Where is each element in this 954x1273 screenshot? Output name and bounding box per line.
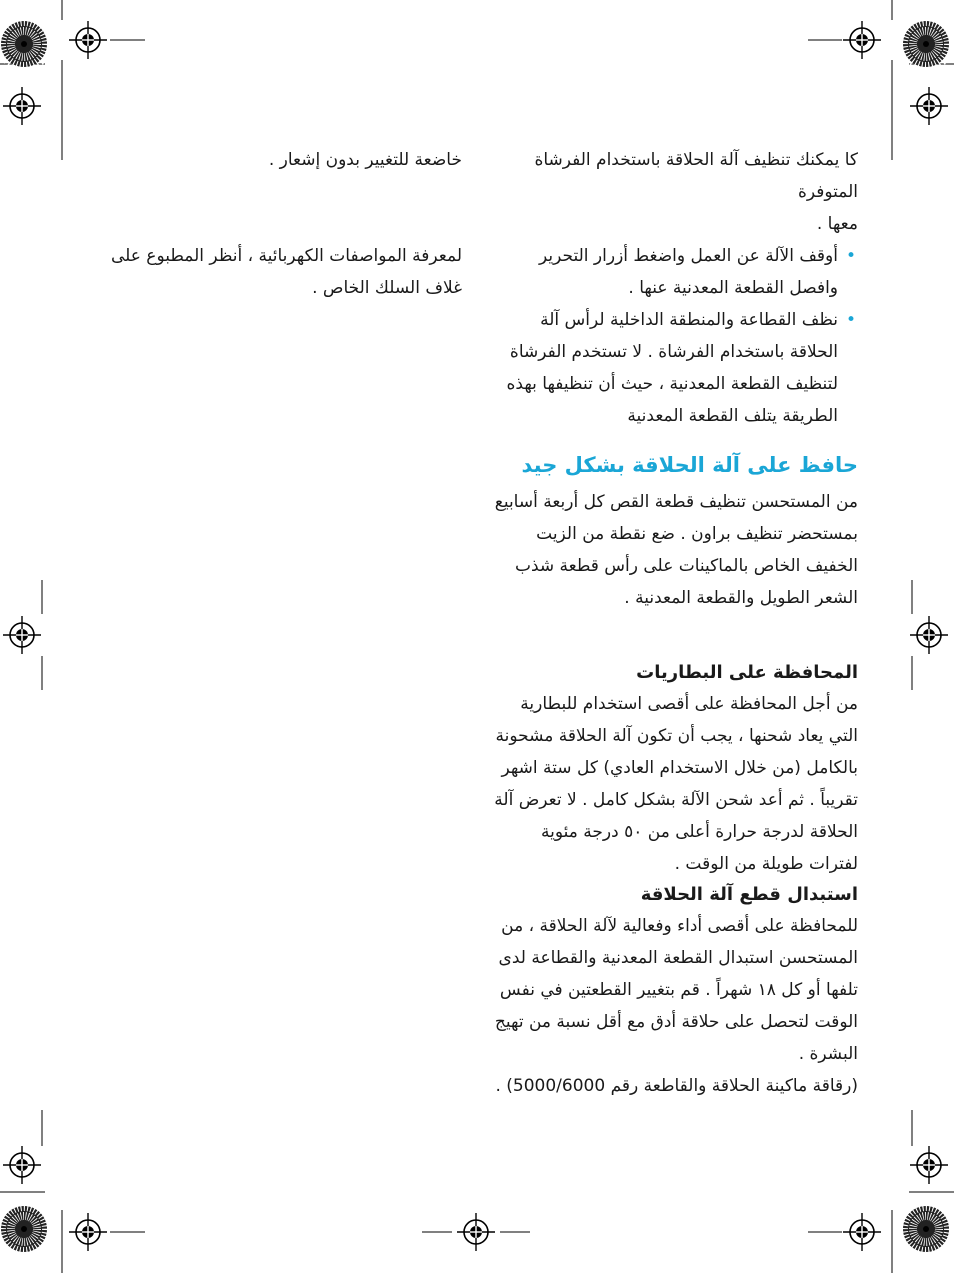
section-parts xyxy=(490,880,858,1102)
cleaning-step-2: • نظف القطاعة والمنطقة الداخلية لرأس آلة الحلاقة باستخدام الفرشاة . لا تستخدم الفرشاة لتنظيف القطعة المعدنية ، حيث أن تنظيفها بهذه الطريقة يتلف القطعة المعدنية xyxy=(490,304,858,432)
parts-reference-suffix: ) . xyxy=(495,1076,513,1096)
side-column xyxy=(90,144,462,304)
section-battery-body: من أجل المحافظة على أقصى استخدام للبطارية التي يعاد شحنها ، يجب أن تكون آلة الحلاقة مشحونة بالكامل (من خلال الاستخدام العادي) كل ستة اشهر تقريباً . ثم أعد شحن الآلة بشكل كامل . لا تعرض آلة الحلاقة لدرجة حرارة أعلى من ٥٠ درجة مئوية لفترات طويلة من الوقت . xyxy=(494,694,858,874)
cleaning-steps-list xyxy=(490,240,858,432)
section-parts-body: للمحافظة على أقصى أداء وفعالية لآلة الحلاقة ، من المستحسن استبدال القطعة المعدنية والقطاعة لدى تلفها أو كل ١٨ شهراً . قم بتغيير القطعتين في نفس الوقت لتحصل على حلاقة أدق مع أقل نسبة من تهيج البشرة . xyxy=(494,916,858,1064)
section-care xyxy=(490,450,858,614)
parts-reference-prefix: (رقاقة ماكينة الحلاقة والقاطعة رقم xyxy=(605,1076,858,1096)
parts-number: 5000/6000 xyxy=(512,1076,606,1096)
intro-line-2: معها . xyxy=(816,214,858,234)
section-care-body: من المستحسن تنظيف قطعة القص كل أربعة أسابيع بمستحضر تنظيف براون . ضع نقطة من الزيت الخفيف الخاص بالماكينات على رأس قطعة شذب الشعر الطويل والقطعة المعدنية . xyxy=(494,492,858,608)
notice-text: خاضعة للتغيير بدون إشعار . xyxy=(268,150,462,170)
section-battery-title: المحافظة على البطاريات xyxy=(636,662,858,683)
intro-line-1: كا يمكنك تنظيف آلة الحلاقة باستخدام الفرشاة المتوفرة xyxy=(534,150,858,202)
section-care-title: حافظ على آلة الحلاقة بشكل جيد xyxy=(521,453,858,477)
main-column xyxy=(490,144,858,432)
section-battery xyxy=(490,658,858,880)
section-parts-title: استبدال قطع آلة الحلاقة xyxy=(640,884,858,905)
cleaning-step-1: • أوقف الآلة عن العمل واضغط أزرار التحرير وافصل القطعة المعدنية عنها . xyxy=(490,240,858,304)
electrical-spec-text: لمعرفة المواصفات الكهربائية ، أنظر المطبوع على غلاف السلك الخاص . xyxy=(110,246,462,298)
parts-reference xyxy=(490,1070,858,1102)
